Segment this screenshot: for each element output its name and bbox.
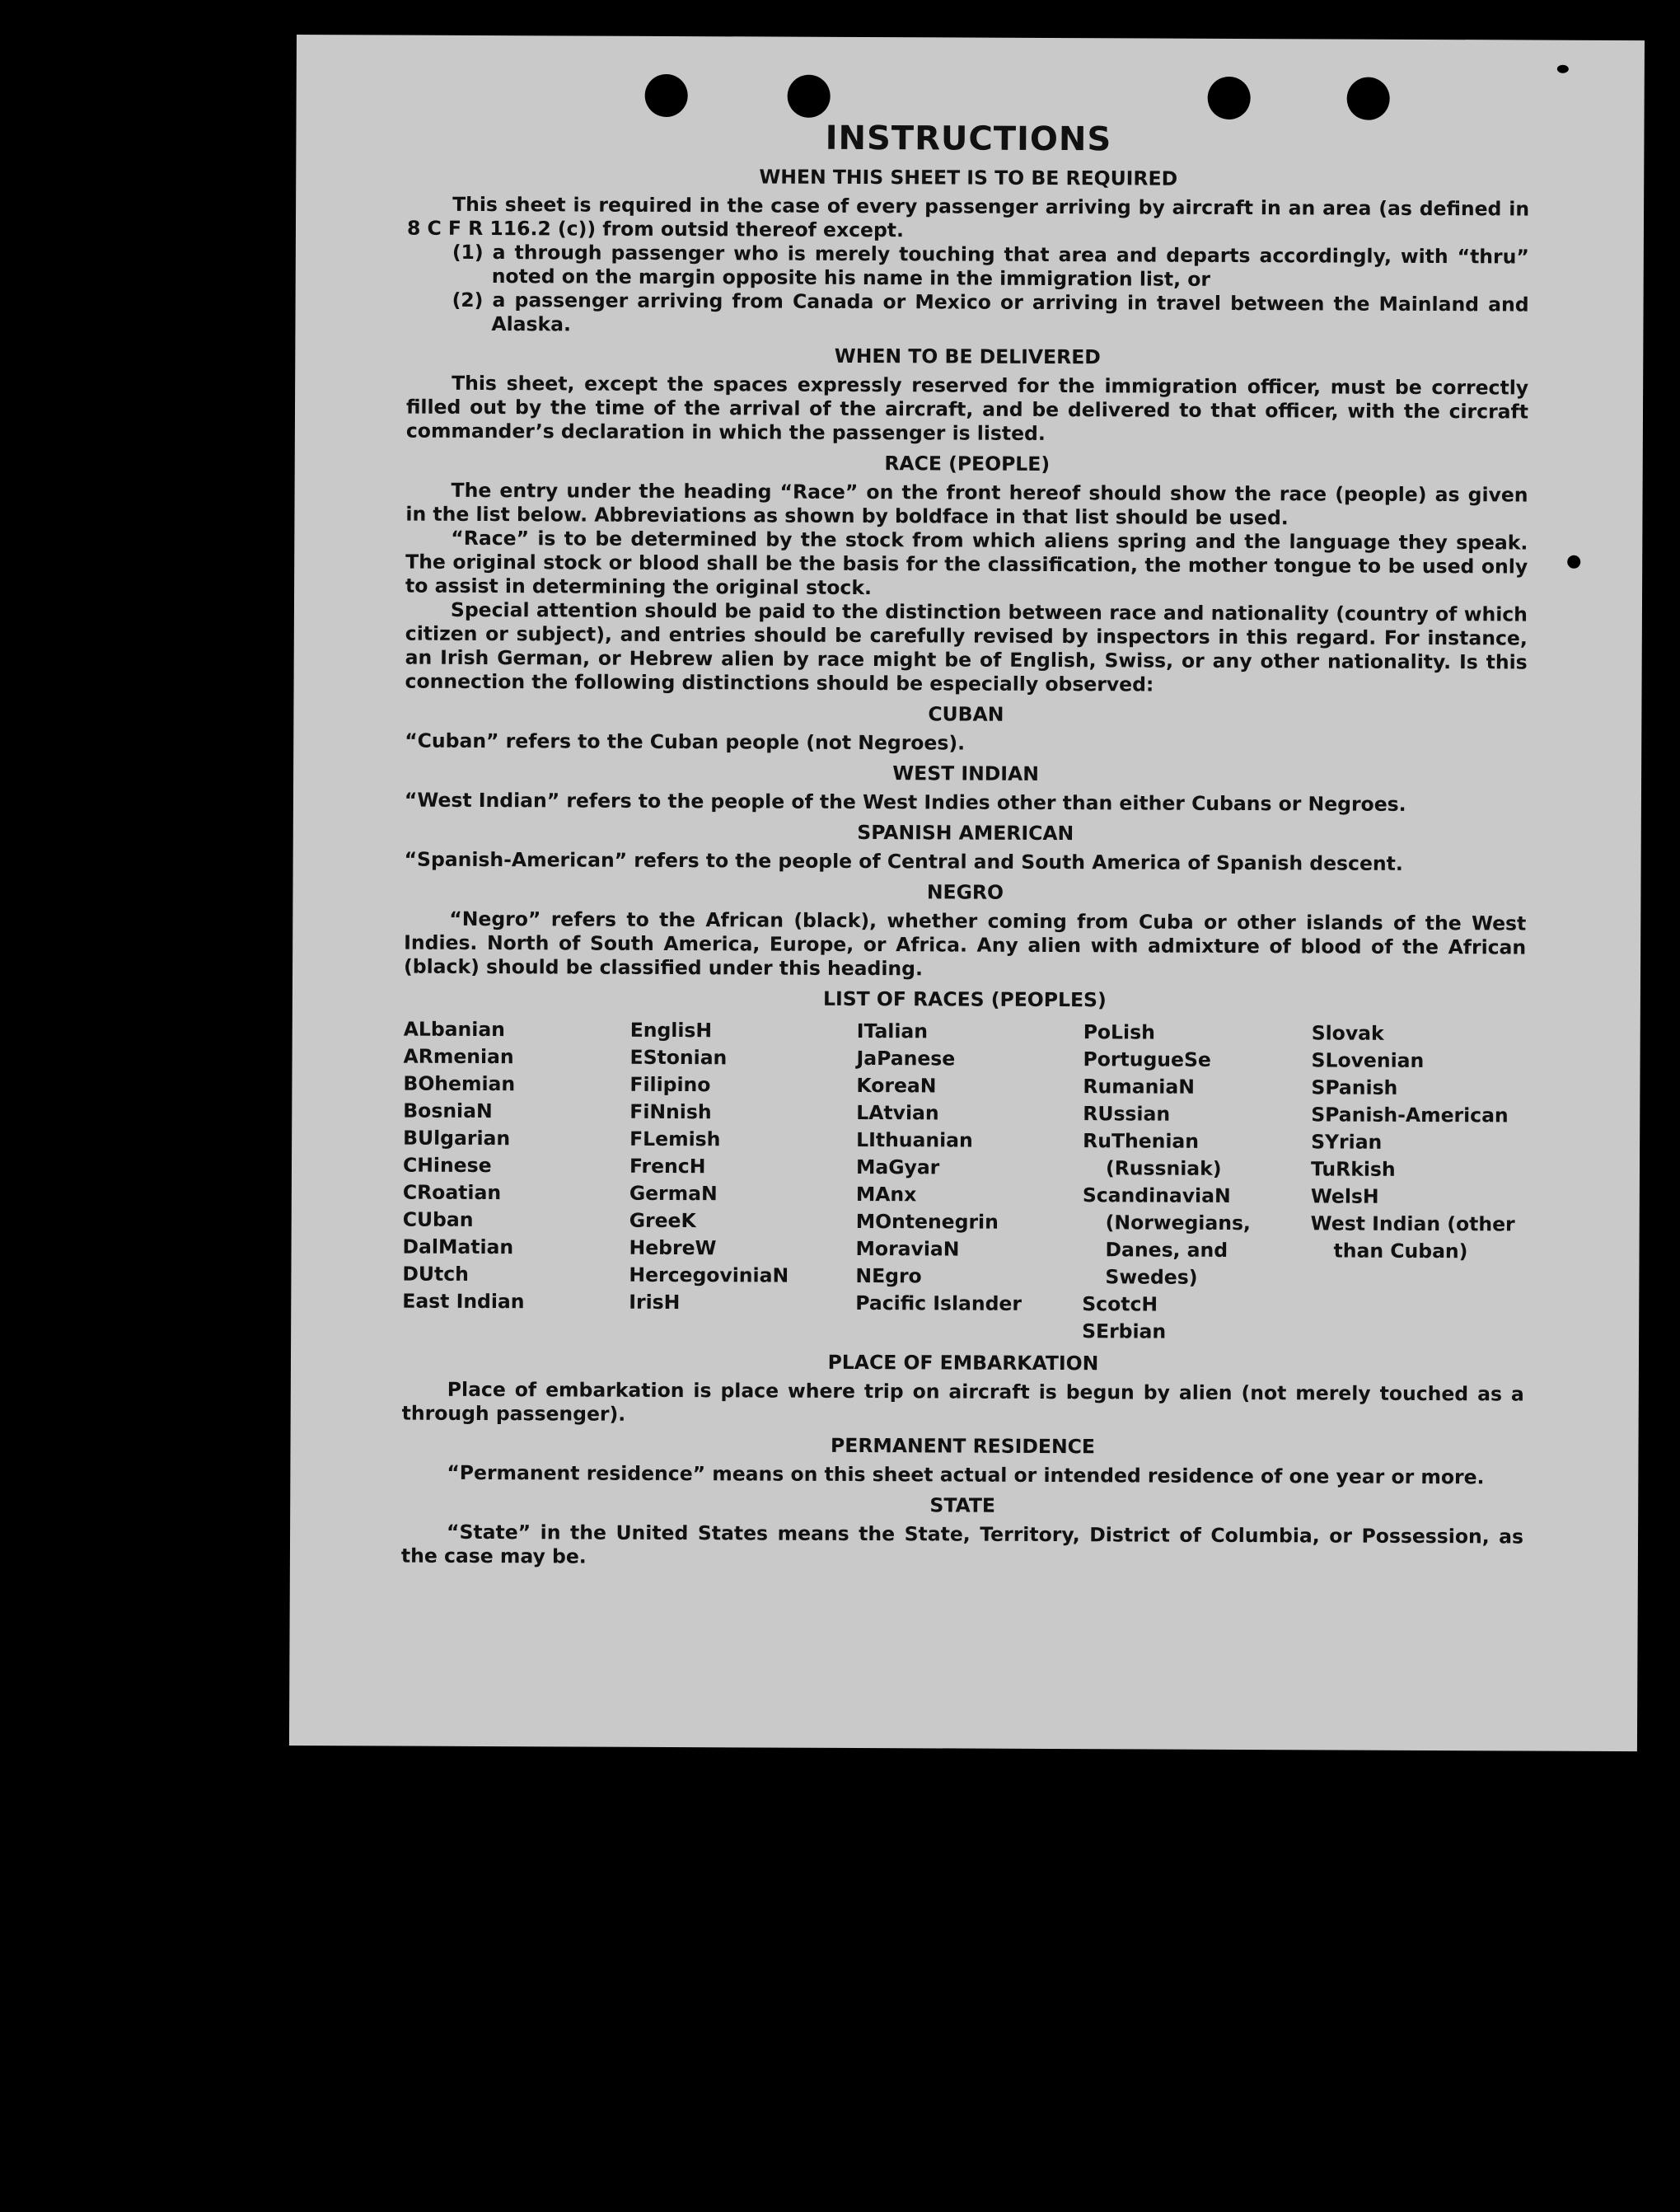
race-entry: FiNnish [629, 1099, 712, 1124]
race-entry: WelsH [1310, 1184, 1379, 1208]
race-entry: RUssian [1083, 1102, 1171, 1126]
race-entry: RuThenian (Russniak) [1083, 1129, 1222, 1180]
section-heading: SPANISH AMERICAN [857, 820, 1074, 846]
section-heading: LIST OF RACES (PEOPLES) [822, 986, 1107, 1012]
race-entry: EnglisH [629, 1018, 713, 1043]
punch-hole [1347, 77, 1390, 120]
race-entry: BUlgarian [403, 1126, 511, 1151]
paragraph: “West Indian” refers to the people of the West Indies other than either Cubans or Negroes. [404, 788, 1406, 816]
races-column [629, 1017, 857, 1344]
paragraph: Place of embarkation is place where trip on aircraft is begun by alien (not merely touched as a through passenger). [401, 1377, 1524, 1426]
races-column [855, 1018, 1083, 1345]
race-entry: West Indian (other than Cuban) [1310, 1211, 1515, 1263]
paragraph: Special attention should be paid to the distinction between race and nationality (country of which citizen or subject), and entries should be carefully revised by inspectors in this regard. For instance, an Irish German, or Hebrew alien by race might be of English, Swiss, or any other nationality. Is this connection the following distinctions should be especially observed: [405, 598, 1528, 696]
section-heading: PERMANENT RESIDENCE [831, 1433, 1096, 1459]
instructions-content [401, 116, 1530, 1573]
race-entry: EStonian [629, 1045, 728, 1070]
race-entry: Filipino [629, 1072, 711, 1097]
race-entry: SPanish-American [1311, 1103, 1509, 1127]
race-entry: LAtvian [856, 1100, 939, 1125]
paragraph: This sheet, except the spaces expressly reserved for the immigration officer, must be correctly filled out by the time of the arrival of the aircraft, and be delivered to that officer, with the circraft commander’s declaration in which the passenger is listed. [405, 371, 1529, 445]
race-entry: MOntenegrin [855, 1209, 999, 1234]
paragraph: “Spanish-American” refers to the people of Central and South America of Spanish descent. [404, 847, 1403, 875]
ink-speck [1567, 555, 1580, 569]
race-entry: ARmenian [403, 1044, 514, 1069]
race-entry: RumaniaN [1083, 1075, 1195, 1099]
section-heading: NEGRO [926, 880, 1004, 904]
race-entry: KoreaN [856, 1073, 937, 1098]
race-entry: DalMatian [402, 1235, 514, 1259]
races-column [1310, 1019, 1526, 1347]
paragraph: “Permanent residence” means on this sheet actual or intended residence of one year or more. [447, 1460, 1485, 1489]
race-entry: ITalian [856, 1019, 929, 1043]
punch-hole [645, 74, 688, 117]
race-entry: MAnx [855, 1182, 917, 1207]
section-heading: CUBAN [928, 702, 1004, 726]
race-entry: LIthuanian [856, 1127, 973, 1152]
section-heading: WHEN TO BE DELIVERED [834, 344, 1101, 369]
race-entry: HebreW [629, 1235, 717, 1260]
race-entry: MoraviaN [855, 1236, 960, 1261]
paragraph: “State” in the United States means the State, Territory, District of Columbia, or Possession, as the case may be. [400, 1520, 1524, 1568]
race-entry: CHinese [402, 1153, 492, 1178]
list-item: (1) a through passenger who is merely touching that area and departs accordingly, with “thru” noted on the margin opposite his name in the immigration list, or [452, 240, 1529, 291]
paragraph: “Cuban” refers to the Cuban people (not Negroes). [405, 729, 966, 755]
section-heading: PLACE OF EMBARKATION [827, 1350, 1099, 1375]
races-column [402, 1016, 630, 1343]
document-page [289, 35, 1645, 1751]
paragraph: This sheet is required in the case of every passenger arriving by aircraft in an area (as defined in 8 C F R 116.2 (c)) from outsid thereof except. [406, 192, 1530, 242]
race-entry: Slovak [1311, 1021, 1384, 1045]
section-heading: WHEN THIS SHEET IS TO BE REQUIRED [759, 165, 1178, 190]
ink-speck [1557, 65, 1569, 73]
races-table [402, 1016, 1526, 1347]
race-entry: MaGyar [855, 1155, 940, 1179]
race-entry: SErbian [1082, 1319, 1167, 1343]
race-entry: ALbanian [403, 1017, 506, 1042]
paragraph: “Race” is to be determined by the stock from which aliens spring and the language they speak. The original stock or blood shall be the basis for the classification, the mother tongue to be used only to assist in determining the original stock. [405, 526, 1528, 600]
punch-hole [788, 75, 831, 118]
race-entry: GreeK [629, 1208, 696, 1233]
race-entry: HercegoviniaN [629, 1263, 789, 1287]
race-entry: BosniaN [403, 1099, 493, 1123]
section-heading: WEST INDIAN [892, 762, 1039, 785]
punch-hole [1208, 77, 1251, 120]
race-entry: NEgro [855, 1263, 922, 1288]
race-entry: SPanish [1311, 1076, 1398, 1099]
paragraph: “Negro” refers to the African (black), whether coming from Cuba or other islands of the West Indies. North of South America, Europe, or Africa. Any alien with admixture of blood of the African (black) should be classified under this heading. [404, 907, 1527, 981]
race-entry: SLovenian [1311, 1048, 1425, 1072]
section-heading: STATE [929, 1493, 996, 1517]
race-entry: CUban [402, 1207, 474, 1231]
race-entry: DUtch [402, 1262, 469, 1286]
race-entry: IrisH [629, 1290, 681, 1315]
race-entry: PoLish [1083, 1020, 1155, 1044]
race-entry: FrencH [629, 1154, 706, 1179]
race-entry: GermaN [629, 1181, 718, 1206]
race-entry: TuRkish [1310, 1157, 1396, 1181]
races-column [1082, 1019, 1312, 1346]
race-entry: JaPanese [856, 1046, 956, 1071]
list-item: (2) a passenger arriving from Canada or Mexico or arriving in travel between the Mainland and Alaska. [452, 288, 1529, 336]
race-entry: ScotcH [1082, 1292, 1158, 1316]
race-entry: ScandinaviaN (Norwegians, Danes, and Swedes) [1082, 1183, 1251, 1289]
race-entry: Pacific Islander [855, 1291, 1023, 1315]
race-entry: FLemish [629, 1127, 721, 1151]
race-entry: CRoatian [402, 1180, 502, 1205]
section-heading: RACE (PEOPLE) [884, 452, 1051, 476]
race-entry: PortugueSe [1083, 1047, 1211, 1071]
race-entry: East Indian [402, 1289, 525, 1314]
paragraph: The entry under the heading “Race” on the front hereof should show the race (people) as given in the list below. Abbreviations as shown by boldface in that list should be used. [405, 478, 1528, 530]
race-entry: SYrian [1311, 1130, 1383, 1154]
race-entry: BOhemian [403, 1071, 516, 1096]
page-title: INSTRUCTIONS [825, 119, 1112, 159]
